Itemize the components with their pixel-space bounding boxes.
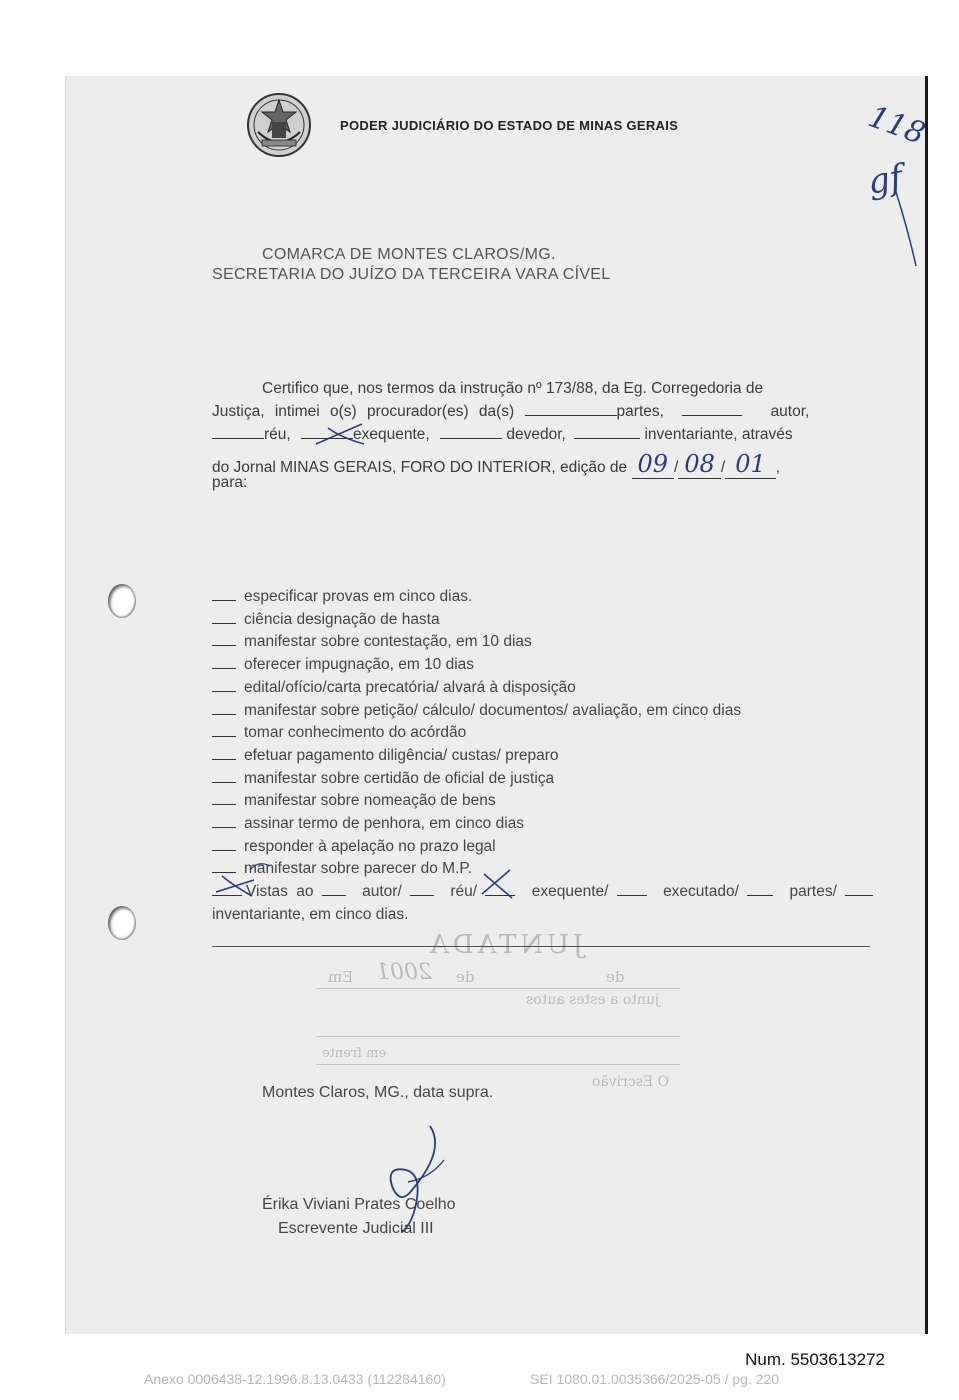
certificate-line-2: Justiça, intimei o(s) procurador(es) da(s) partes, autor, bbox=[212, 403, 810, 420]
punch-hole bbox=[108, 584, 136, 618]
checklist-item: oferecer impugnação, em 10 dias bbox=[212, 654, 873, 677]
certificate-line-4: do Jornal MINAS GERAIS, FORO DO INTERIOR, edição de 09 / 08 / 01 , bbox=[212, 450, 781, 478]
signer-name: Érika Viviani Prates Coelho bbox=[262, 1196, 456, 1213]
certificate-line-1: Certifico que, nos termos da instrução nº 173/88, da Eg. Corregedoria de bbox=[262, 380, 764, 397]
checklist-item: responder à apelação no prazo legal bbox=[212, 836, 873, 859]
signer-role: Escrevente Judicial III bbox=[278, 1220, 434, 1237]
checklist-item: efetuar pagamento diligência/ custas/ preparo bbox=[212, 745, 873, 768]
vistas-line: Vistas ao autor/ réu/ exequente/ executado/ partes/ bbox=[212, 881, 873, 904]
checklist-item: manifestar sobre petição/ cálculo/ documentos/ avaliação, em cinco dias bbox=[212, 700, 873, 723]
vistas-line-continued: inventariante, em cinco dias. bbox=[212, 905, 409, 923]
footer-sei: SEI 1080.01.0035366/2025-05 / pg. 220 bbox=[530, 1371, 780, 1387]
date-month: 08 bbox=[678, 450, 721, 479]
certificate-line-5: para: bbox=[212, 474, 248, 491]
checklist-item: manifestar sobre parecer do M.P. bbox=[212, 858, 873, 881]
header-title: PODER JUDICIÁRIO DO ESTADO DE MINAS GERAIS bbox=[340, 118, 679, 133]
checklist-item: ciência designação de hasta bbox=[212, 609, 873, 632]
comarca-title: COMARCA DE MONTES CLAROS/MG. bbox=[262, 246, 556, 263]
checklist-item: edital/ofício/carta precatória/ alvará à disposição bbox=[212, 677, 873, 700]
handwritten-page-number: 118 bbox=[863, 99, 930, 152]
page-edge bbox=[925, 76, 928, 1334]
vistas-check-marks bbox=[214, 858, 534, 902]
juntada-stamp-bleedthrough: JUNTADA Em de de 2001 junto a estes autos em frente O Escrivão bbox=[316, 924, 680, 1094]
checklist-item: manifestar sobre certidão de oficial de justiça bbox=[212, 768, 873, 791]
handwritten-initials: gf bbox=[864, 157, 906, 203]
footer-annex: Anexo 0006438-12.1996.8.13.0433 (112284160) bbox=[144, 1371, 446, 1387]
closing-line: Montes Claros, MG., data supra. bbox=[262, 1084, 494, 1101]
checklist-item: manifestar sobre contestação, em 10 dias bbox=[212, 631, 873, 654]
coat-of-arms-icon bbox=[246, 92, 312, 158]
document-number: Num. 5503613272 bbox=[745, 1350, 885, 1369]
exequente-check-mark bbox=[312, 420, 368, 448]
date-year: 01 bbox=[725, 450, 776, 479]
checklist-item: especificar provas em cinco dias. bbox=[212, 586, 873, 609]
punch-hole bbox=[108, 906, 136, 940]
secretaria-title: SECRETARIA DO JUÍZO DA TERCEIRA VARA CÍVEL bbox=[212, 266, 611, 283]
checklist-item: manifestar sobre nomeação de bens bbox=[212, 790, 873, 813]
date-day: 09 bbox=[632, 450, 675, 479]
margin-pen-stroke bbox=[890, 190, 920, 270]
certificate-line-3: réu, exequente, devedor, inventariante, através bbox=[212, 426, 793, 444]
checklist-item: tomar conhecimento do acórdão bbox=[212, 722, 873, 745]
checklist-item: assinar termo de penhora, em cinco dias bbox=[212, 813, 873, 836]
